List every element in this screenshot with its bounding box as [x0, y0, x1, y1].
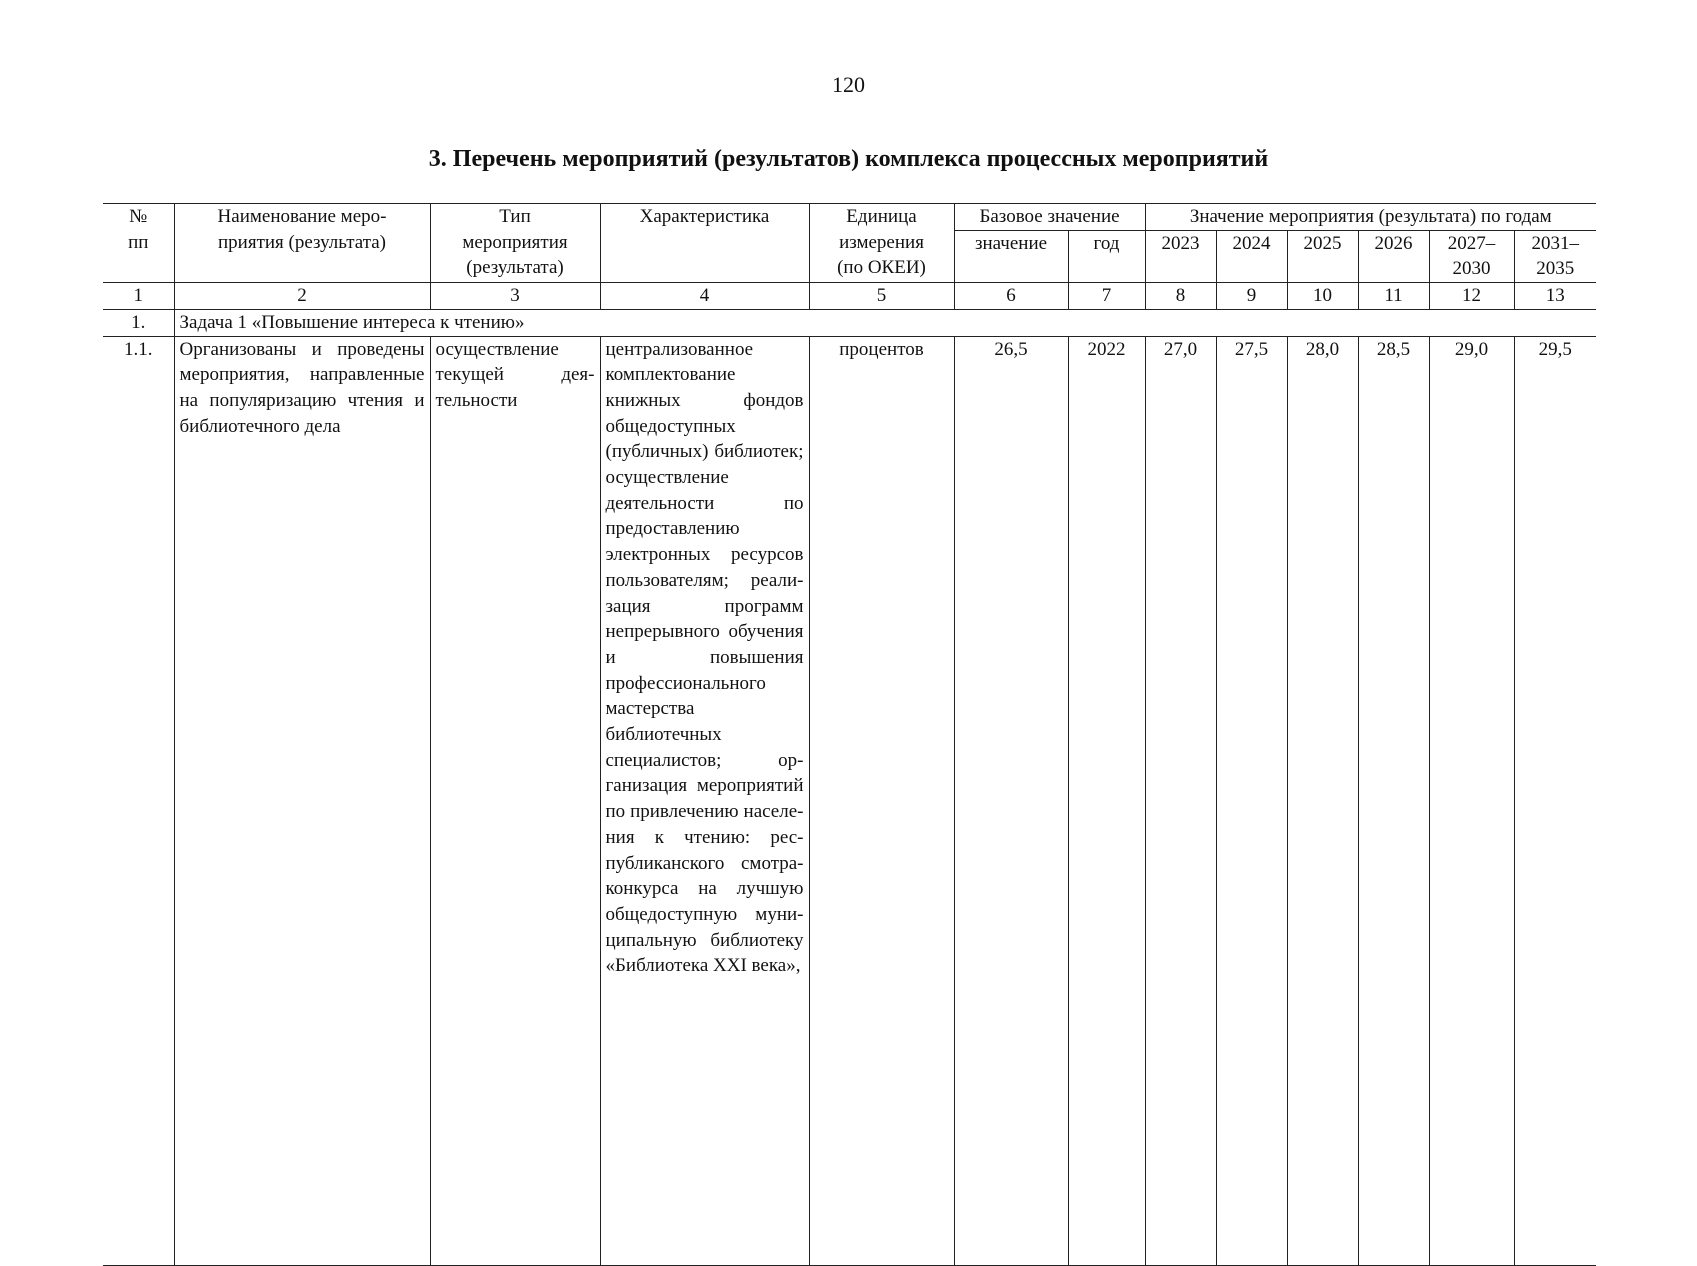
- row-base-value: 26,5: [954, 336, 1068, 1265]
- header-characteristic: Характеристика: [600, 204, 809, 283]
- measures-table: [103, 203, 1596, 1266]
- header-unit: Единица измерения (по ОКЕИ): [809, 204, 954, 283]
- column-number: 6: [954, 283, 1068, 310]
- column-number: 10: [1287, 283, 1358, 310]
- column-number: 5: [809, 283, 954, 310]
- header-base: Базовое значение: [954, 204, 1145, 231]
- header-year-2026: 2026: [1358, 230, 1429, 282]
- row-value-2026: 28,5: [1358, 336, 1429, 1265]
- column-number: 1: [103, 283, 174, 310]
- header-year-2023: 2023: [1145, 230, 1216, 282]
- row-value-2024: 27,5: [1216, 336, 1287, 1265]
- table-row: [103, 336, 1596, 1265]
- row-value-2031-2035: 29,5: [1514, 336, 1596, 1265]
- row-base-year: 2022: [1068, 336, 1145, 1265]
- column-number: 4: [600, 283, 809, 310]
- column-number: 13: [1514, 283, 1596, 310]
- header-by-years: Значение мероприятия (результата) по годам: [1145, 204, 1596, 231]
- column-number: 9: [1216, 283, 1287, 310]
- header-base-year: год: [1068, 230, 1145, 282]
- row-type: осуществление текущей деятельности: [430, 336, 600, 1265]
- row-name: Организованы и проведены мероприятия, направленные на популяризацию чтения и библиотечного дела: [174, 336, 430, 1265]
- column-numbers-row: [103, 283, 1596, 310]
- row-unit: процентов: [809, 336, 954, 1265]
- header-num: № пп: [103, 204, 174, 283]
- column-number: 11: [1358, 283, 1429, 310]
- header-base-value: значение: [954, 230, 1068, 282]
- header-year-2027-2030: 2027– 2030: [1429, 230, 1514, 282]
- header-name: Наименование меро- приятия (результата): [174, 204, 430, 283]
- column-number: 2: [174, 283, 430, 310]
- header-year-2025: 2025: [1287, 230, 1358, 282]
- row-value-2027-2030: 29,0: [1429, 336, 1514, 1265]
- column-number: 12: [1429, 283, 1514, 310]
- task-row: [103, 309, 1596, 336]
- header-type: Тип мероприятия (результата): [430, 204, 600, 283]
- header-year-2031-2035: 2031– 2035: [1514, 230, 1596, 282]
- column-number: 7: [1068, 283, 1145, 310]
- page-number: 120: [832, 72, 865, 97]
- row-value-2025: 28,0: [1287, 336, 1358, 1265]
- row-number: 1.1.: [103, 336, 174, 1265]
- header-row-1: [103, 204, 1596, 231]
- task-number: 1.: [103, 309, 174, 336]
- row-value-2023: 27,0: [1145, 336, 1216, 1265]
- column-number: 3: [430, 283, 600, 310]
- task-title: Задача 1 «Повышение интереса к чтению»: [174, 309, 1596, 336]
- header-year-2024: 2024: [1216, 230, 1287, 282]
- row-characteristic: централизованное комплектование книжных фондов общедоступных (публичных) библиотек; осуществление деятельности по предоставлению электронных ресурсов пользователям; реализация программ непрерывного обучения и повышения профессионального мастерства библиотечных специалистов; организация мероприятий по привлечению населения к чтению: республиканского смотра-конкурса на лучшую общедоступную муниципальную библиотеку «Библиотека XXI века»,: [600, 336, 809, 1265]
- document-title: 3. Перечень мероприятий (результатов) комплекса процессных мероприятий: [428, 146, 1269, 172]
- column-number: 8: [1145, 283, 1216, 310]
